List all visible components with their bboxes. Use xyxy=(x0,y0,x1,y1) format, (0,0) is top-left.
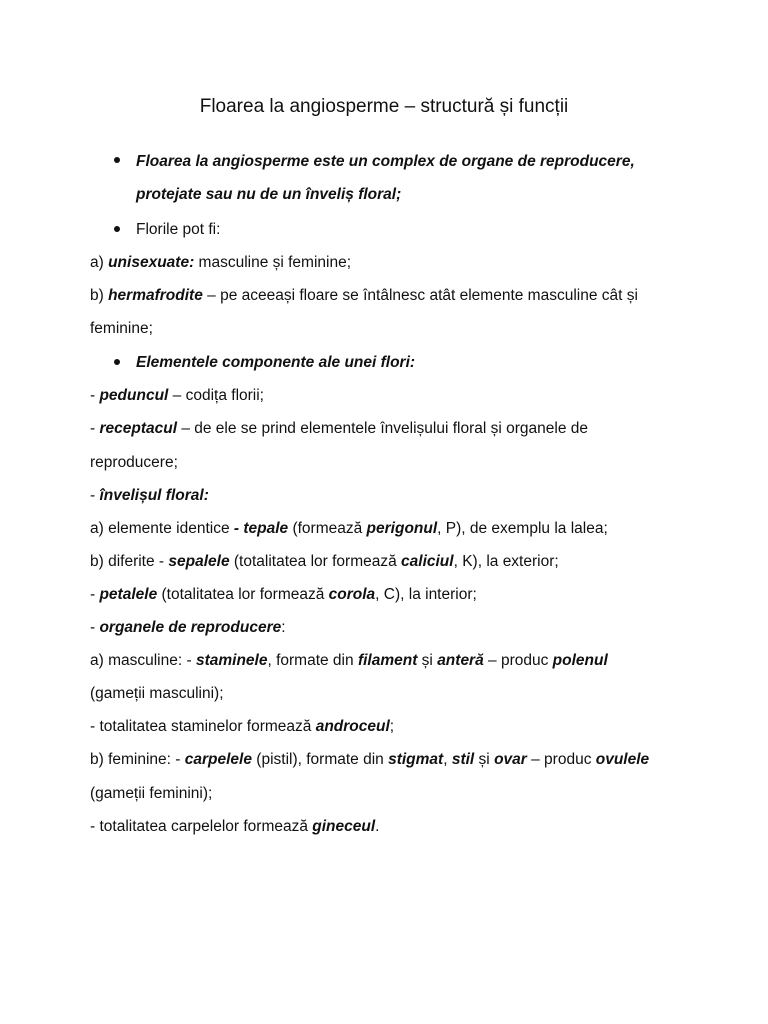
text-part: , formate din xyxy=(267,652,358,669)
text-part: , C), la interior; xyxy=(375,586,477,603)
term-hermafrodite: hermafrodite xyxy=(108,287,203,304)
text-part: - totalitatea carpelelor formează xyxy=(90,818,313,835)
term-tepale: - tepale xyxy=(233,520,289,537)
tepale-line xyxy=(90,519,608,539)
term-androceul: androceul xyxy=(315,718,390,735)
text-rest: – codița florii; xyxy=(168,387,264,404)
hermafrodite-line xyxy=(90,286,638,306)
text-part: – produc xyxy=(483,652,553,669)
invelis-line xyxy=(90,486,209,506)
feminine-line xyxy=(90,750,649,770)
term-unisexuate: unisexuate: xyxy=(108,254,195,271)
text-part: și xyxy=(417,652,438,669)
term-receptacul: receptacul xyxy=(99,420,178,437)
text-prefix: - xyxy=(90,420,100,437)
text-part: - totalitatea staminelor formează xyxy=(90,718,316,735)
term-antera: anteră xyxy=(437,652,484,669)
term-caliciul: caliciul xyxy=(401,553,454,570)
petale-line xyxy=(90,585,477,605)
term-polenul: polenul xyxy=(552,652,608,669)
term-sepalele: sepalele xyxy=(168,553,230,570)
term-ovulele: ovulele xyxy=(595,751,650,768)
text-part: ; xyxy=(389,718,395,735)
term-ovar: ovar xyxy=(494,751,527,768)
text-rest: masculine și feminine; xyxy=(194,254,352,271)
bullet-3: Elementele componente ale unei flori: xyxy=(136,354,416,371)
text-prefix: - xyxy=(90,487,100,504)
term-peduncul: peduncul xyxy=(99,387,169,404)
text-part: b) diferite - xyxy=(90,553,169,570)
hermafrodite-cont: feminine; xyxy=(90,320,153,337)
text-prefix: - xyxy=(90,387,100,404)
term-stigmat: stigmat xyxy=(388,751,444,768)
bullet-2: Florile pot fi: xyxy=(136,221,221,238)
term-invelis-floral: învelișul floral: xyxy=(99,487,209,504)
receptacul-cont: reproducere; xyxy=(90,454,178,471)
term-staminele: staminele xyxy=(195,652,268,669)
term-corola: corola xyxy=(328,586,376,603)
text-part: a) masculine: - xyxy=(90,652,196,669)
organe-line xyxy=(90,618,286,638)
text-part: (pistil), formate din xyxy=(251,751,389,768)
masculine-cont: (gameții masculini); xyxy=(90,685,224,702)
unisexuate-line xyxy=(90,253,351,273)
text-prefix: - xyxy=(90,619,100,636)
term-carpelele: carpelele xyxy=(184,751,252,768)
bullet-1-line-2: protejate sau nu de un înveliș floral; xyxy=(136,186,402,203)
text-part: (formează xyxy=(288,520,367,537)
text-part: – produc xyxy=(526,751,596,768)
term-filament: filament xyxy=(357,652,418,669)
feminine-cont: (gameții feminini); xyxy=(90,785,213,802)
bullet-1-line-1: Floarea la angiosperme este un complex de organe de reproducere, xyxy=(136,153,635,170)
text-part: , P), de exemplu la lalea; xyxy=(437,520,608,537)
term-stil: stil xyxy=(451,751,475,768)
peduncul-line xyxy=(90,386,264,406)
text-part: , xyxy=(443,751,452,768)
gineceu-line xyxy=(90,817,379,837)
bullet-dot xyxy=(114,157,120,163)
term-petalele: petalele xyxy=(99,586,158,603)
text-part: , K), la exterior; xyxy=(453,553,559,570)
term-perigonul: perigonul xyxy=(366,520,438,537)
text-part: . xyxy=(375,818,380,835)
text-part: (totalitatea lor formează xyxy=(157,586,329,603)
bullet-dot xyxy=(114,226,120,232)
receptacul-line xyxy=(90,419,588,439)
text-part: b) feminine: - xyxy=(90,751,185,768)
text-rest: – pe aceeași floare se întâlnesc atât elemente masculine cât și xyxy=(202,287,638,304)
text-part: a) elemente identice xyxy=(90,520,234,537)
bullet-dot xyxy=(114,359,120,365)
text-part: - xyxy=(90,586,100,603)
androceu-line xyxy=(90,717,394,737)
masculine-line xyxy=(90,651,608,671)
text-rest: – de ele se prind elementele învelișului floral și organele de xyxy=(177,420,589,437)
text-prefix: b) xyxy=(90,287,109,304)
term-organele-de-reproducere: organele de reproducere xyxy=(99,619,282,636)
document-title: Floarea la angiosperme – structură și funcții xyxy=(199,96,569,117)
sepale-line xyxy=(90,552,559,572)
text-rest: : xyxy=(281,619,286,636)
text-prefix: a) xyxy=(90,254,109,271)
term-gineceul: gineceul xyxy=(312,818,376,835)
text-part: (totalitatea lor formează xyxy=(229,553,402,570)
text-part: și xyxy=(474,751,495,768)
